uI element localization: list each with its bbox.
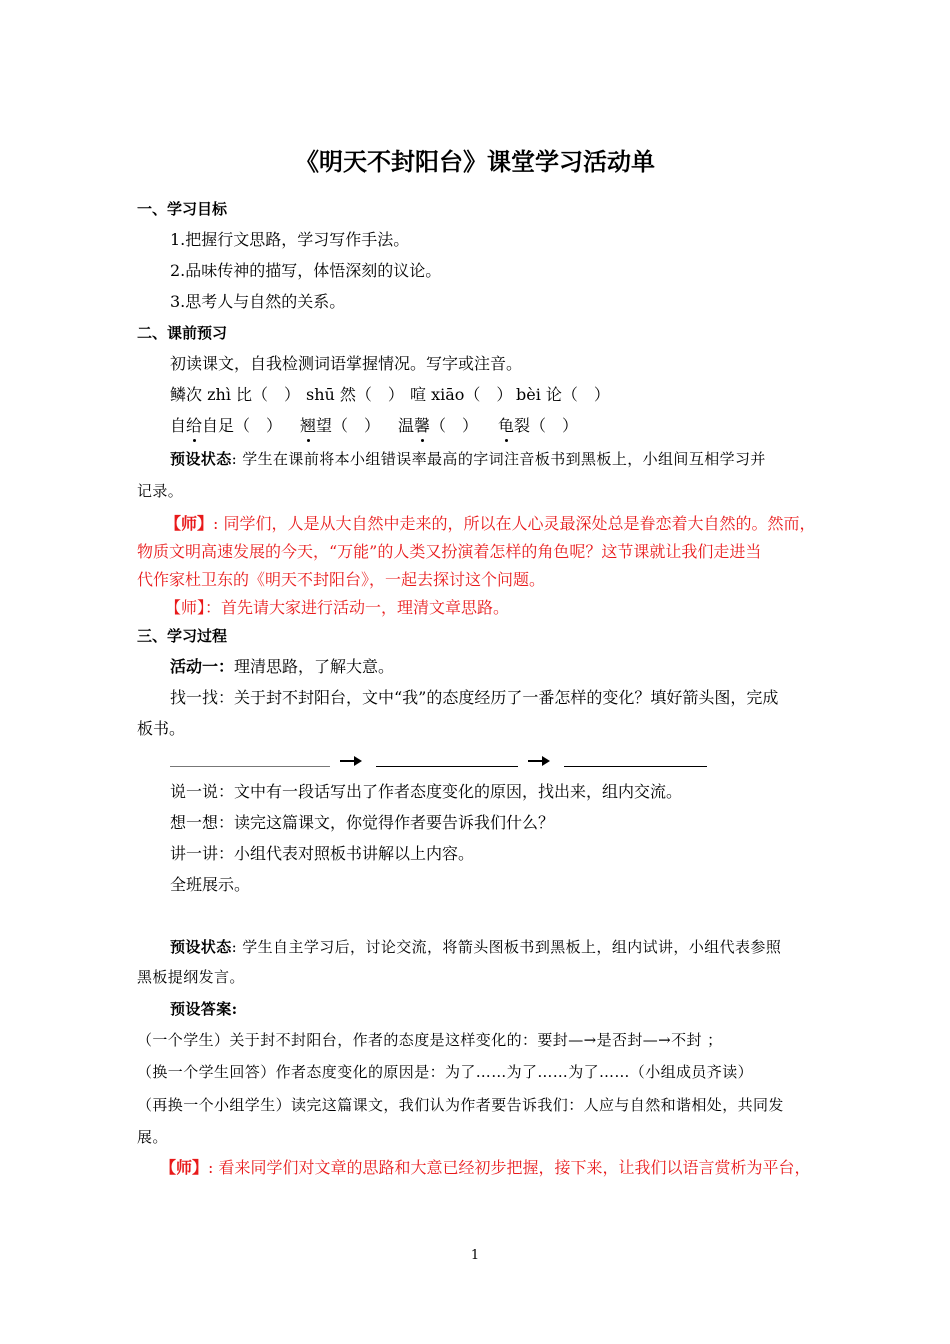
vocab-item: 喧 xiāo（ ） — [410, 385, 513, 404]
preset-status: 预设状态: 学生在课前将本小组错误率最高的字词注音板书到黑板上，小组间互相学习并 — [170, 450, 766, 468]
goal-item-1: 1.把握行文思路，学习写作手法。 — [170, 230, 410, 249]
find-task-cont: 板书。 — [137, 719, 186, 738]
preset-answer-line: （再换一个小组学生）读完这篇课文，我们认为作者要告诉我们：人应与自然和谐相处，共同发 — [137, 1096, 784, 1114]
talk-task: 讲一讲：小组代表对照板书讲解以上内容。 — [170, 844, 475, 863]
vocab-item: 龟裂（ ） — [498, 416, 579, 435]
teacher-remark-cont: 代作家杜卫东的《明天不封阳台》，一起去探讨这个问题。 — [137, 570, 546, 589]
vocab-item: 自给自足（ ） — [170, 416, 283, 435]
preset-status-cont: 黑板提纲发言。 — [137, 968, 245, 986]
emphasis-dot-char: 馨 — [414, 416, 431, 435]
vocab-item: 翘望（ ） — [300, 416, 381, 435]
think-task: 想一想：读完这篇课文，你觉得作者要告诉我们什么？ — [170, 813, 555, 832]
preset-answer-line: （一个学生）关于封不封阳台，作者的态度是这样变化的：要封—→是否封—→不封 ； — [137, 1031, 723, 1049]
page-number: 1 — [470, 1248, 480, 1263]
teacher-remark-cont: 物质文明高速发展的今天，“万能”的人类又扮演着怎样的角色呢？这节课就让我们走进当 — [137, 542, 762, 561]
section1-heading: 一、学习目标 — [137, 200, 228, 218]
vocab-item: bèi 论（ ） — [516, 385, 610, 404]
answer-blank-2[interactable] — [376, 766, 518, 767]
right-arrow-icon — [340, 755, 364, 767]
preset-answer-label: 预设答案: — [170, 1000, 238, 1018]
section3-heading: 三、学习过程 — [137, 627, 228, 645]
teacher-remark: 【师】: 看来同学们对文章的思路和大意已经初步把握，接下来，让我们以语言赏析为平台， — [160, 1158, 811, 1177]
preset-answer-line: （换一个学生回答）作者态度变化的原因是：为了……为了……为了……（小组成员齐读） — [137, 1063, 754, 1081]
teacher-remark: 【师】: 同学们，人是从大自然中走来的，所以在人心灵最深处总是眷恋着大自然的。然而， — [165, 514, 816, 533]
answer-blank-1[interactable] — [170, 766, 330, 767]
preset-answer-line: 展。 — [137, 1128, 168, 1146]
preview-intro: 初读课文，自我检测词语掌握情况。写字或注音。 — [170, 354, 523, 373]
preset-status: 预设状态: 学生自主学习后，讨论交流，将箭头图板书到黑板上，组内试讲，小组代表参照 — [170, 938, 782, 956]
goal-item-3: 3.思考人与自然的关系。 — [170, 292, 346, 311]
goal-item-2: 2.品味传神的描写，体悟深刻的议论。 — [170, 261, 442, 280]
show-task: 全班展示。 — [170, 875, 251, 894]
section2-heading: 二、课前预习 — [137, 324, 228, 342]
activity-one: 活动一：理清思路，了解大意。 — [170, 657, 395, 676]
emphasis-dot-char: 龟 — [498, 416, 515, 435]
preset-status-cont: 记录。 — [137, 482, 184, 500]
page-title: 《明天不封阳台》课堂学习活动单 — [295, 148, 655, 176]
vocab-item: 温馨（ ） — [398, 416, 479, 435]
teacher-remark: 【师】：首先请大家进行活动一，理清文章思路。 — [165, 598, 510, 617]
emphasis-dot-char: 翘 — [300, 416, 317, 435]
right-arrow-icon — [528, 755, 552, 767]
vocab-item: 鳞次 zhì 比（ ） — [170, 385, 301, 404]
vocab-item: shū 然（ ） — [306, 385, 404, 404]
emphasis-dot-char: 给 — [186, 416, 203, 435]
answer-blank-3[interactable] — [564, 766, 707, 767]
say-task: 说一说：文中有一段话写出了作者态度变化的原因，找出来，组内交流。 — [170, 782, 683, 801]
find-task: 找一找：关于封不封阳台，文中“我”的态度经历了一番怎样的变化？填好箭头图，完成 — [170, 688, 779, 707]
